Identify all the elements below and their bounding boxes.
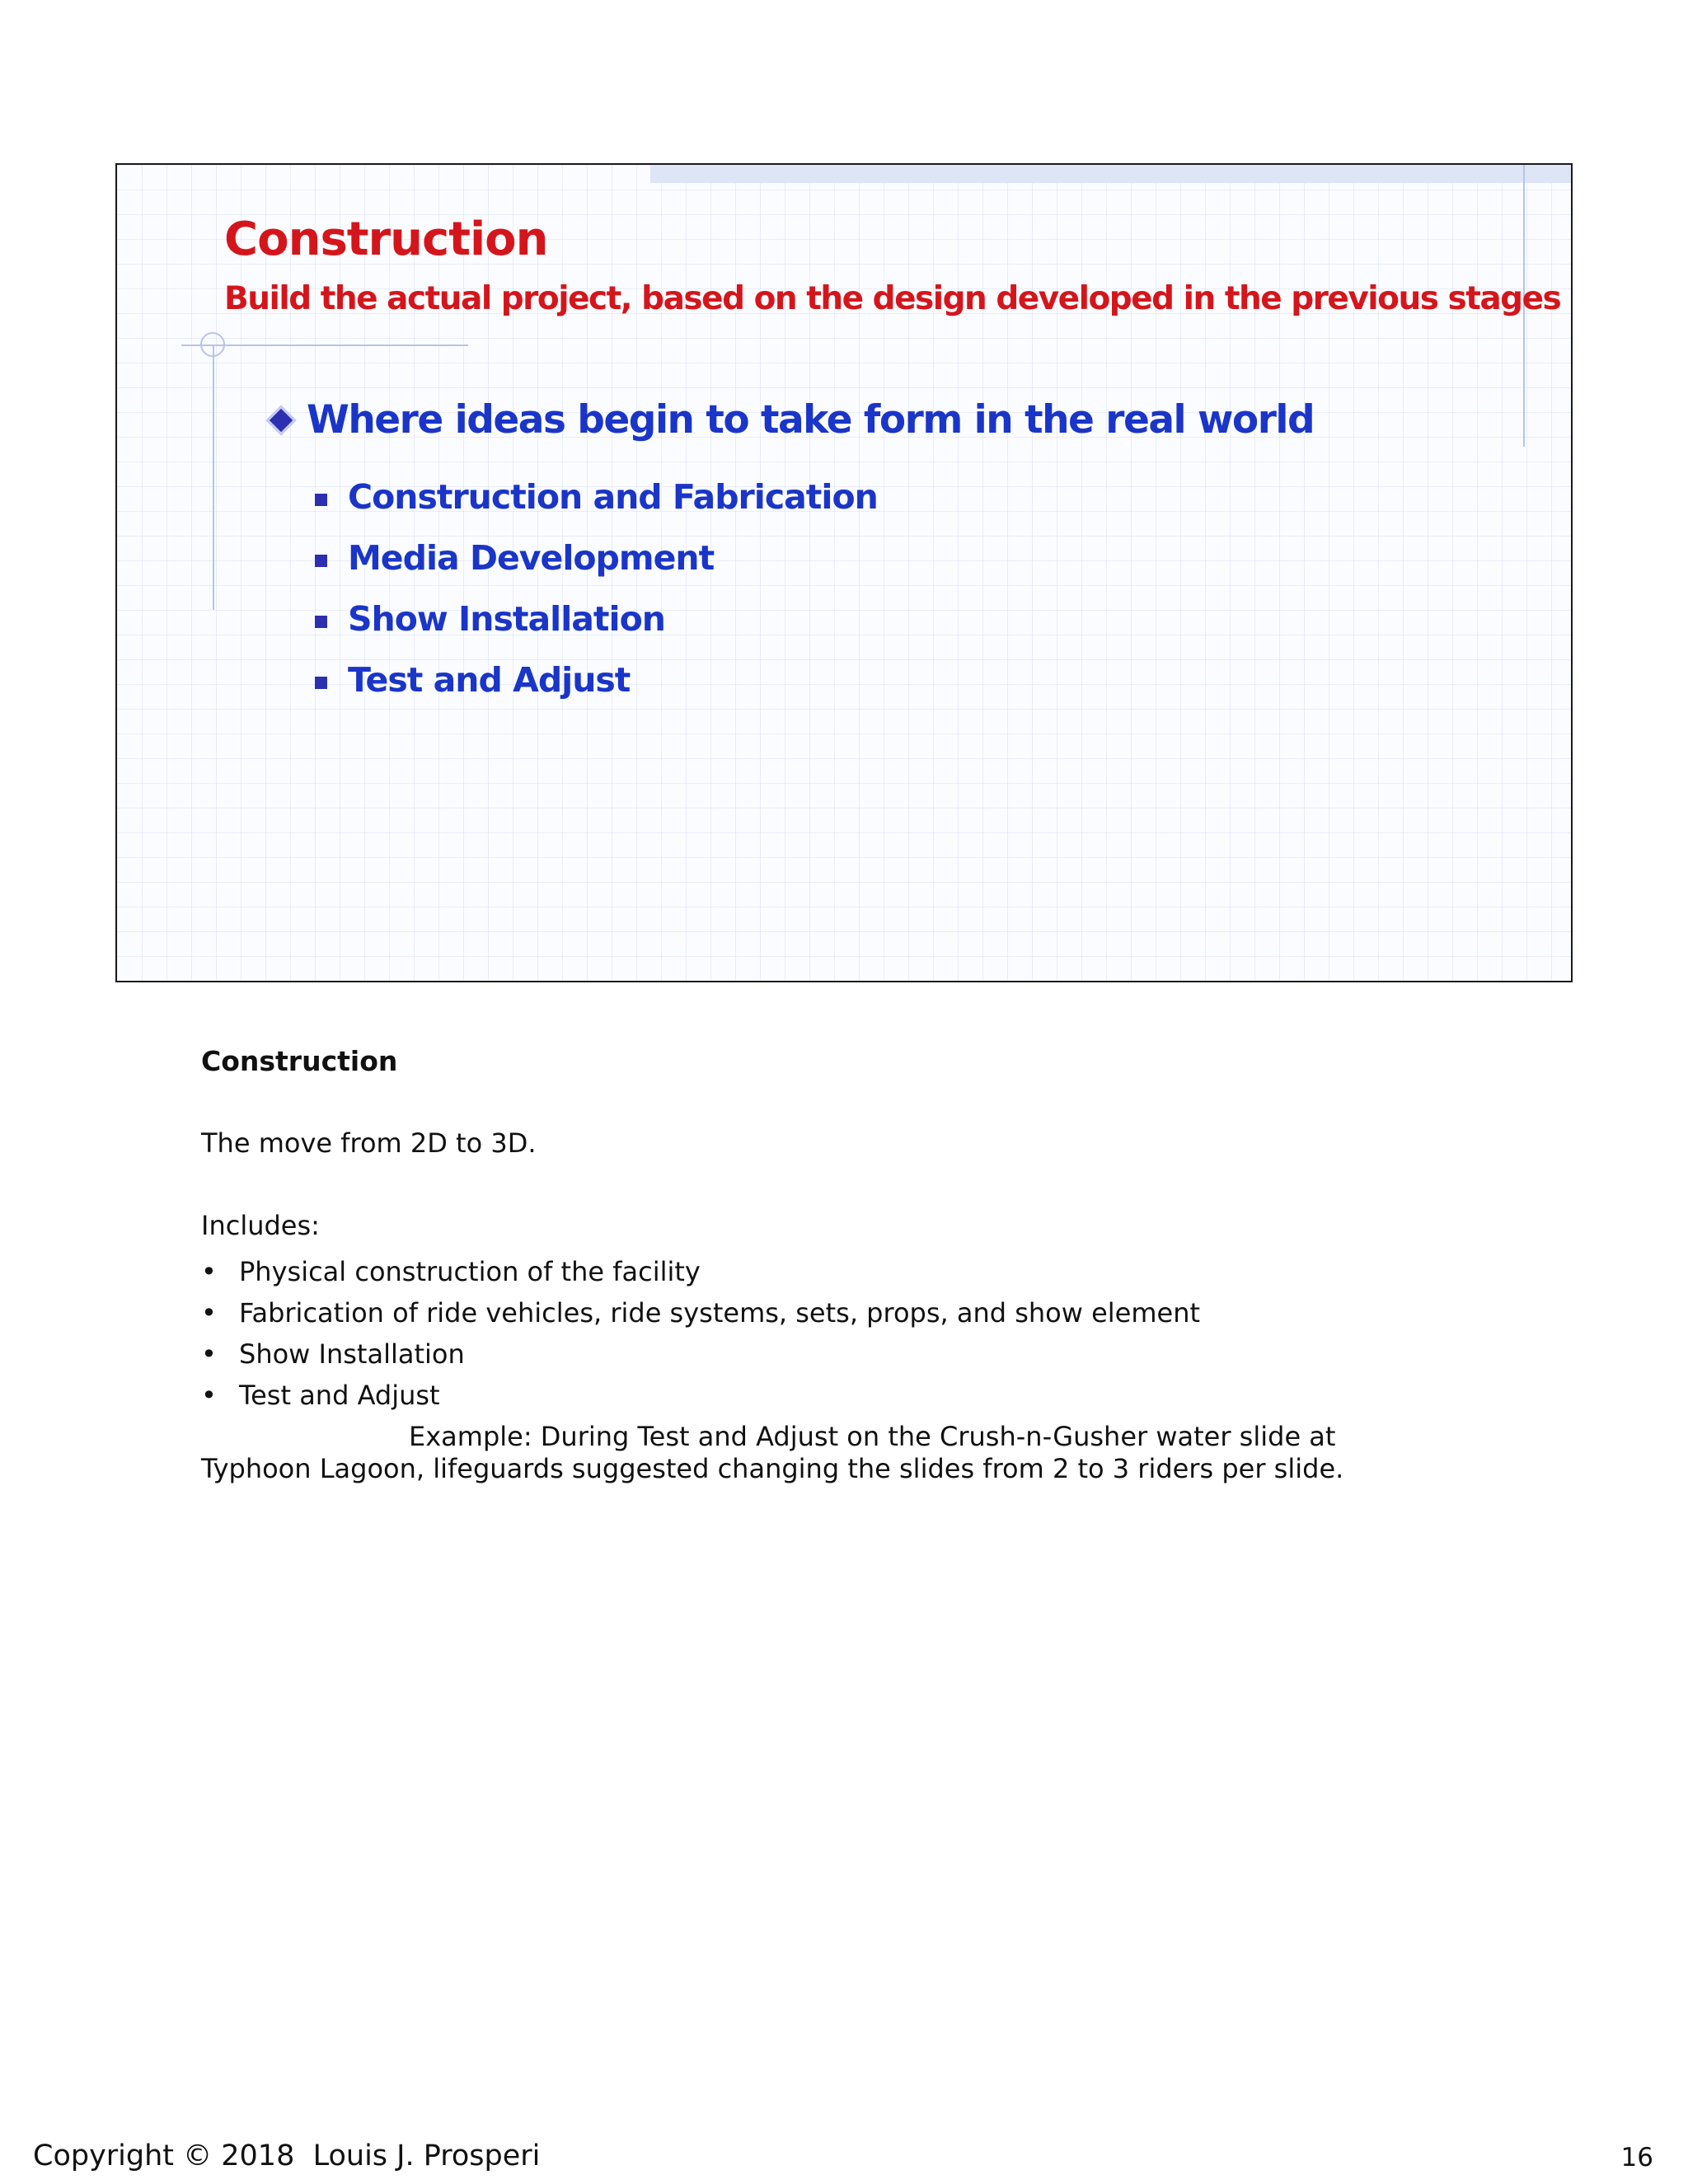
slide-top-bar [650,165,1571,183]
slide-main-bullet [259,397,1314,443]
bullet-dot-icon: • [201,1297,217,1329]
slide-sub-bullet [315,466,878,527]
notes-intro: The move from 2D to 3D. [201,1127,537,1159]
slide-sub-bullet [315,527,878,588]
slide-sub-bullet [315,588,878,649]
footer-copyright: Copyright © 2018 Louis J. Prosperi [33,2139,541,2172]
slide-sub-bullet-text: Show Installation [348,599,665,639]
bullet-dot-icon: • [201,1380,217,1411]
square-bullet-icon [315,555,327,567]
list-item-text: Fabrication of ride vehicles, ride systems, sets, props, and show element [239,1297,1201,1329]
slide-image [115,163,1573,982]
list-item-text: Test and Adjust [239,1380,440,1411]
slide-sub-bullet-text: Construction and Fabrication [348,477,878,517]
decorative-vertical-line [213,344,214,610]
slide-sub-bullet-text: Test and Adjust [348,660,631,700]
decorative-circle [200,332,225,357]
square-bullet-icon [315,494,327,506]
notes-includes-label: Includes: [201,1210,320,1241]
list-item [201,1251,1487,1292]
notes-example: Example: During Test and Adjust on the Crush-n-Gusher water slide at Typhoon Lagoon, lifeguards suggested changing the slides from 2 to 3 riders per slide. [201,1421,1344,1484]
bullet-dot-icon: • [201,1338,217,1370]
square-bullet-icon [315,616,327,628]
page-number: 16 [1620,2143,1653,2172]
slide-sub-bullet-list [315,466,878,710]
list-item-text: Show Installation [239,1338,465,1370]
bullet-dot-icon: • [201,1256,217,1287]
slide-main-bullet-text: Where ideas begin to take form in the real world [307,397,1315,443]
square-bullet-icon [315,677,327,689]
list-item-text: Physical construction of the facility [239,1256,701,1287]
notes-bullet-list [201,1251,1487,1416]
list-item [201,1375,1487,1416]
slide-sub-bullet [315,649,878,710]
notes-heading: Construction [201,1045,398,1077]
slide-subtitle: Build the actual project, based on the design developed in the previous stages [224,280,1561,317]
diamond-bullet-icon [266,405,297,435]
list-item [201,1292,1487,1333]
slide-title: Construction [224,213,548,266]
slide-sub-bullet-text: Media Development [348,538,715,578]
list-item [201,1333,1487,1375]
